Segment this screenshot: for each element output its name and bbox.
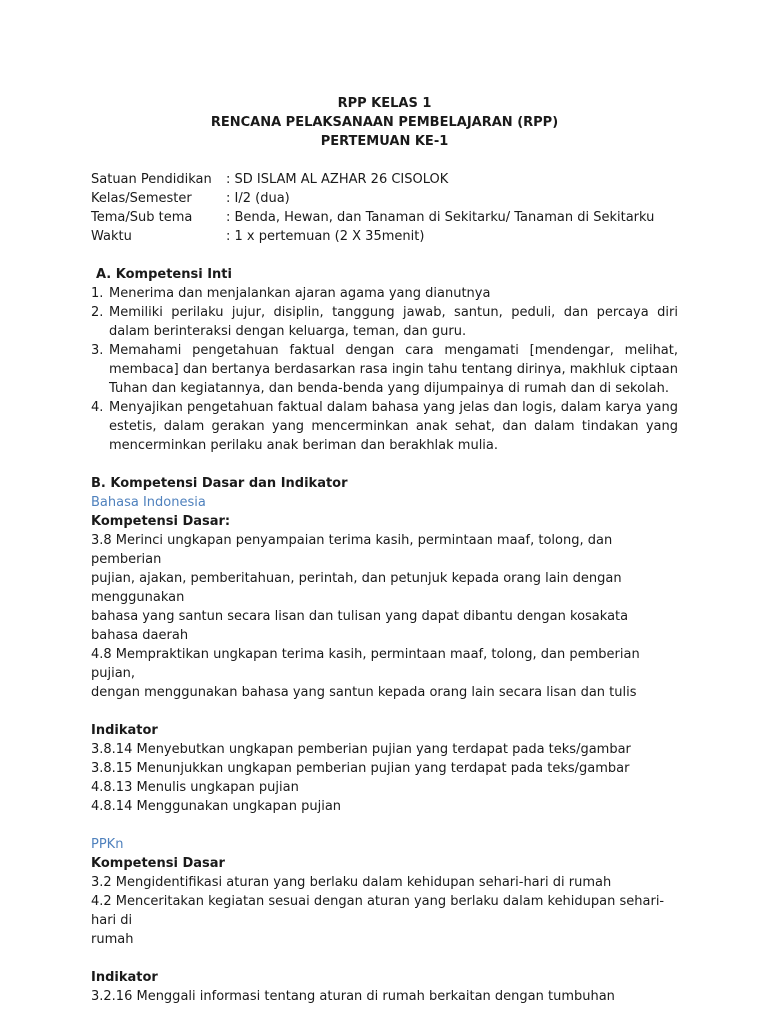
bahasa-indikator-line: 3.8.15 Menunjukkan ungkapan pemberian pujian yang terdapat pada teks/gambar [91, 761, 630, 776]
subject-ppkn: PPKn [91, 837, 124, 852]
list-text: Menerima dan menjalankan ajaran agama yang dianutnya [109, 286, 491, 301]
identity-row [91, 208, 678, 227]
list-number: 1. [91, 286, 104, 301]
bahasa-kd-line: pujian, ajakan, pemberitahuan, perintah, dan petunjuk kepada orang lain dengan menggunakan [91, 571, 622, 605]
bahasa-kd-line: 3.8 Merinci ungkapan penyampaian terima kasih, permintaan maaf, tolong, dan pemberian [91, 533, 613, 567]
list-item [91, 303, 678, 341]
subject-bahasa-indonesia: Bahasa Indonesia [91, 495, 206, 510]
identity-value: : Benda, Hewan, dan Tanaman di Sekitarku/ Tanaman di Sekitarku [226, 210, 655, 225]
identity-value: : I/2 (dua) [226, 191, 290, 206]
kompetensi-inti-list [91, 284, 678, 455]
document-content [91, 94, 678, 1006]
ppkn-kd-line: 3.2 Mengidentifikasi aturan yang berlaku dalam kehidupan sehari-hari di rumah [91, 875, 612, 890]
identity-label: Waktu [91, 229, 132, 244]
identity-row [91, 189, 678, 208]
identity-label: Tema/Sub tema [91, 210, 193, 225]
kompetensi-dasar-heading: B. Kompetensi Dasar dan Indikator [91, 476, 348, 491]
list-text: Menyajikan pengetahuan faktual dalam bahasa yang jelas dan logis, dalam karya yang estetis, dalam gerakan yang mencerminkan anak sehat, dan dalam tindakan yang mencerminkan perilaku anak beriman dan berakhlak mulia. [109, 400, 678, 453]
ppkn-kd-line: rumah [91, 932, 134, 947]
bahasa-kd-heading: Kompetensi Dasar: [91, 514, 231, 529]
identity-label: Kelas/Semester [91, 191, 192, 206]
list-number: 4. [91, 400, 104, 415]
list-item [91, 284, 678, 303]
identity-value: : SD ISLAM AL AZHAR 26 CISOLOK [226, 172, 449, 187]
doc-title-line3: PERTEMUAN KE-1 [320, 134, 449, 149]
ppkn-kd-heading: Kompetensi Dasar [91, 856, 225, 871]
bahasa-kd-line: bahasa yang santun secara lisan dan tulisan yang dapat dibantu dengan kosakata bahasa daerah [91, 609, 629, 643]
identity-label: Satuan Pendidikan [91, 172, 212, 187]
doc-title-line2: RENCANA PELAKSANAAN PEMBELAJARAN (RPP) [210, 115, 559, 130]
ppkn-kd-line: 4.2 Menceritakan kegiatan sesuai dengan aturan yang berlaku dalam kehidupan sehari-hari di [91, 894, 665, 928]
ppkn-indikator-heading: Indikator [91, 970, 158, 985]
bahasa-kd-line: dengan menggunakan bahasa yang santun kepada orang lain secara lisan dan tulis [91, 685, 637, 700]
list-item [91, 341, 678, 398]
identity-row [91, 170, 678, 189]
list-item [91, 398, 678, 455]
kompetensi-inti-heading: A. Kompetensi Inti [96, 267, 232, 282]
bahasa-indikator-line: 4.8.13 Menulis ungkapan pujian [91, 780, 299, 795]
bahasa-kd-line: 4.8 Mempraktikan ungkapan terima kasih, permintaan maaf, tolong, dan pemberian pujian, [91, 647, 640, 681]
list-number: 3. [91, 343, 104, 358]
identity-value: : 1 x pertemuan (2 X 35menit) [226, 229, 425, 244]
list-number: 2. [91, 305, 104, 320]
bahasa-indikator-line: 4.8.14 Menggunakan ungkapan pujian [91, 799, 342, 814]
ppkn-indikator-line: 3.2.16 Menggali informasi tentang aturan di rumah berkaitan dengan tumbuhan [91, 989, 615, 1004]
identity-block [91, 170, 678, 246]
list-text: Memiliki perilaku jujur, disiplin, tanggung jawab, santun, peduli, dan percaya diri dalam berinteraksi dengan keluarga, teman, dan guru. [109, 305, 678, 339]
identity-row [91, 227, 678, 246]
bahasa-indikator-heading: Indikator [91, 723, 158, 738]
bahasa-indikator-line: 3.8.14 Menyebutkan ungkapan pemberian pujian yang terdapat pada teks/gambar [91, 742, 631, 757]
doc-title-line1: RPP KELAS 1 [337, 96, 432, 111]
list-text: Memahami pengetahuan faktual dengan cara mengamati [mendengar, melihat, membaca] dan bertanya berdasarkan rasa ingin tahu tentang dirinya, makhluk ciptaan Tuhan dan kegiatannya, dan benda-benda yang dijumpainya di rumah dan di sekolah. [109, 343, 678, 396]
